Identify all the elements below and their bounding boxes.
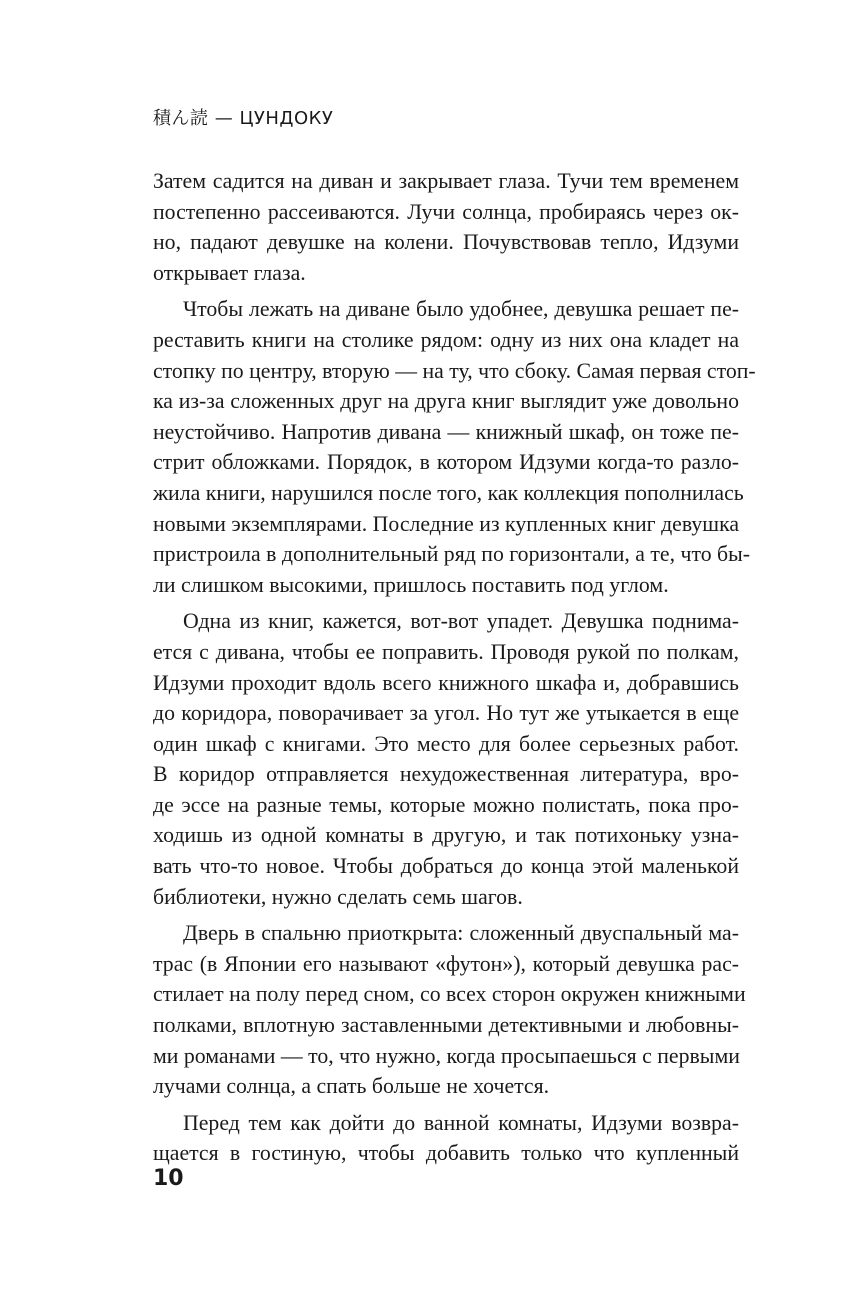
text-line: В коридор отправляется нехудожественная литература, вро-	[153, 762, 739, 787]
text-line: ми романами — то, что нужно, когда просыпаешься с первыми	[153, 1043, 740, 1068]
text-line: постепенно рассеиваются. Лучи солнца, пробираясь через ок-	[153, 199, 739, 224]
text-line: новыми экземплярами. Последние из купленных книг девушка	[153, 511, 739, 536]
text-line: до коридора, поворачивает за угол. Но тут же утыкается в еще	[153, 701, 739, 726]
text-line: реставить книги на столике рядом: одну из них она кладет на	[153, 327, 739, 352]
text-line: жила книги, нарушился после того, как коллекция пополнилась	[153, 480, 744, 505]
paragraph	[153, 606, 739, 912]
text-line: щается в гостиную, чтобы добавить только что купленный	[153, 1141, 739, 1166]
paragraph	[153, 1108, 739, 1169]
text-line: трас (в Японии его называют «футон»), который девушка рас-	[153, 951, 739, 976]
text-line: один шкаф с книгами. Это место для более серьезных работ.	[153, 731, 739, 756]
body-text	[153, 166, 756, 1175]
text-line: лучами солнца, а спать больше не хочется.	[153, 1074, 550, 1099]
text-line: Затем садится на диван и закрывает глаза. Тучи тем временем	[153, 169, 739, 193]
text-line: стопку по центру, вторую — на ту, что сбоку. Самая первая стоп-	[153, 358, 756, 383]
text-line: библиотеки, нужно сделать семь шагов.	[153, 884, 523, 909]
text-line: ли слишком высокими, пришлось поставить под углом.	[153, 572, 669, 597]
text-line: стрит обложками. Порядок, в котором Идзуми когда-то разло-	[153, 450, 739, 475]
paragraph	[153, 294, 756, 600]
paragraph	[153, 166, 739, 288]
text-line: но, падают девушке на колени. Почувствовав тепло, Идзуми	[153, 230, 739, 255]
text-line: Чтобы лежать на диване было удобнее, девушка решает пе-	[183, 297, 739, 322]
text-line: открывает глаза.	[153, 260, 306, 285]
text-line: ходишь из одной комнаты в другую, и так потихоньку узна-	[153, 823, 739, 848]
running-header: 積ん読 — ЦУНДОКУ	[153, 108, 334, 129]
text-line: Перед тем как дойти до ванной комнаты, Идзуми возвра-	[183, 1110, 739, 1135]
page-number: 10	[153, 1166, 184, 1191]
text-line: Идзуми проходит вдоль всего книжного шкафа и, добравшись	[153, 670, 739, 695]
text-line: полками, вплотную заставленными детективными и любовны-	[153, 1013, 739, 1038]
text-line: Дверь в спальню приоткрыта: сложенный двуспальный ма-	[183, 921, 739, 946]
text-line: де эссе на разные темы, которые можно полистать, пока про-	[153, 792, 739, 817]
text-line: неустойчиво. Напротив дивана — книжный шкаф, он тоже пе-	[153, 419, 739, 444]
text-line: стилает на полу перед сном, со всех сторон окружен книжными	[153, 982, 746, 1007]
text-line: ется с дивана, чтобы ее поправить. Проводя рукой по полкам,	[153, 639, 739, 664]
text-line: Одна из книг, кажется, вот-вот упадет. Девушка поднима-	[183, 609, 739, 634]
text-line: пристроила в дополнительный ряд по горизонтали, а те, что бы-	[153, 542, 751, 567]
text-line: ка из-за сложенных друг на друга книг выглядит уже довольно	[153, 389, 739, 414]
paragraph	[153, 918, 746, 1102]
text-line: вать что-то новое. Чтобы добраться до конца этой маленькой	[153, 854, 739, 879]
